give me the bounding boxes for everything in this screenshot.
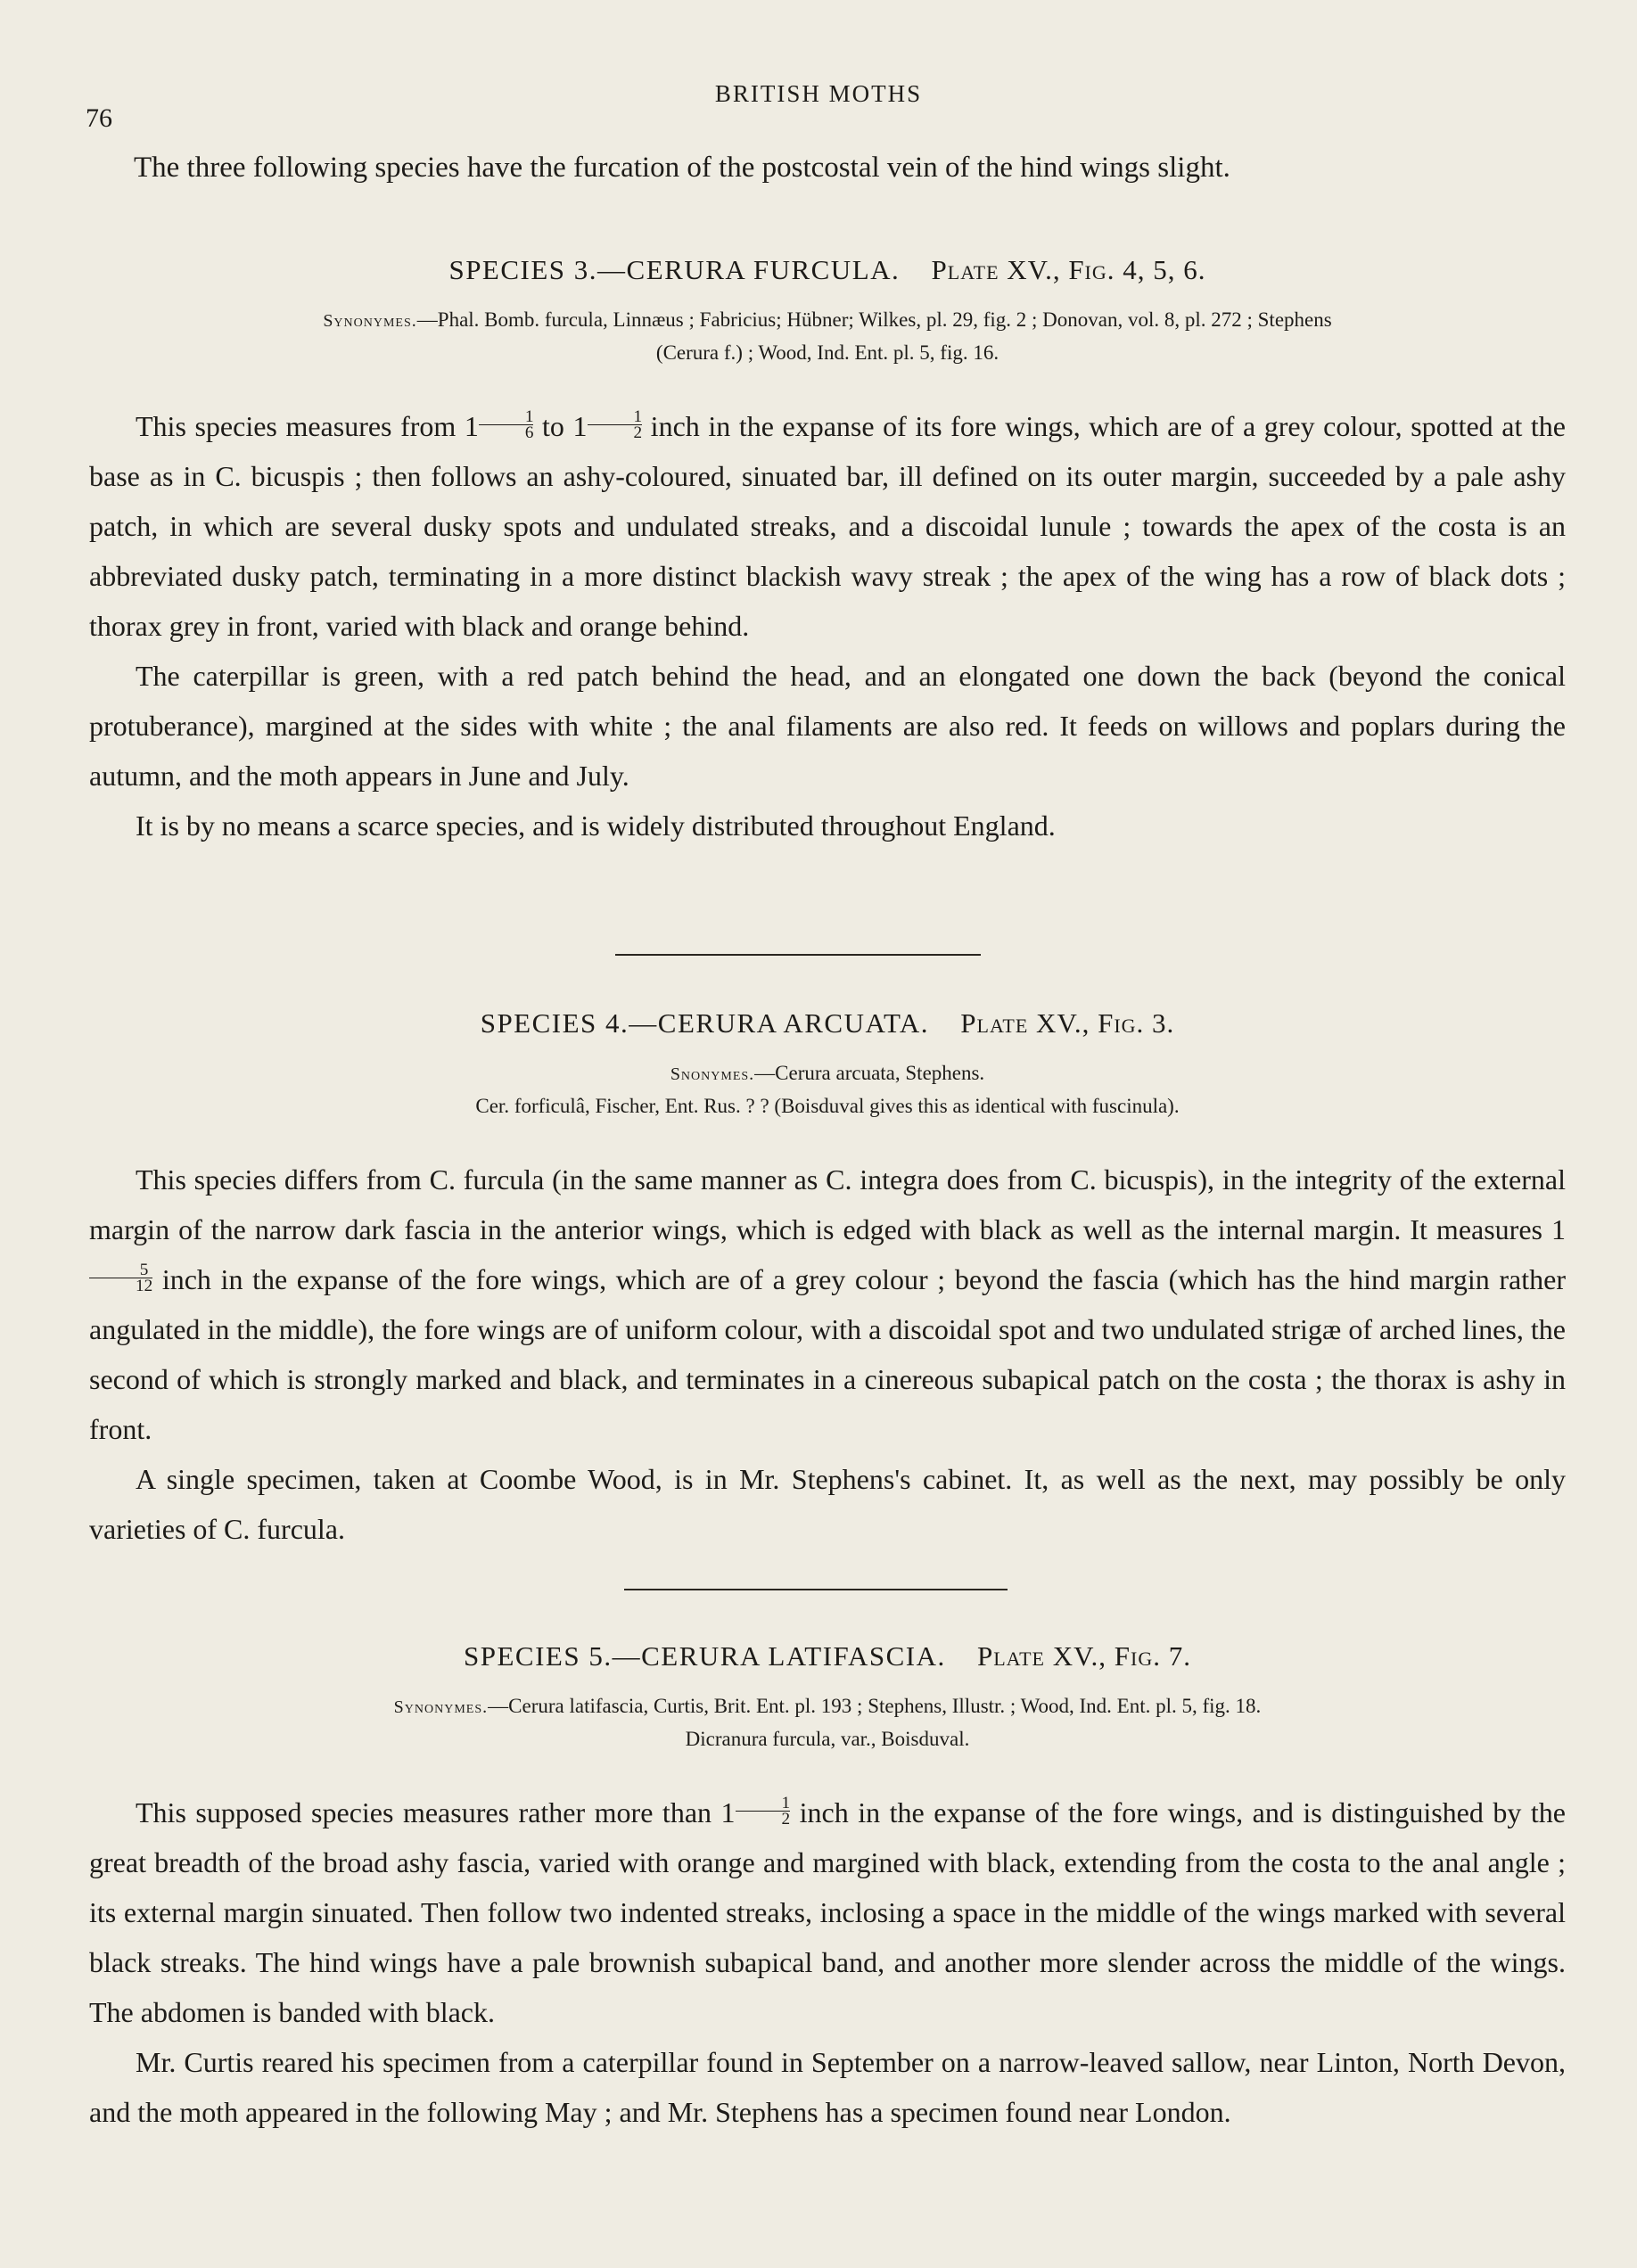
synonyms-text: —Cerura latifascia, Curtis, Brit. Ent. pl. 193 ; Stephens, Illustr. ; Wood, Ind. Ent. pl. 5, fig. 18.: [488, 1695, 1262, 1717]
paragraph: [89, 1787, 1566, 2037]
species-3-heading: [89, 254, 1566, 286]
fraction-numerator: 1: [588, 409, 643, 425]
species-3-synonyms: [89, 304, 1566, 369]
species-5-synonyms: [89, 1690, 1566, 1755]
paragraph: [89, 1155, 1566, 1454]
section-divider: [615, 954, 981, 956]
text-run: This species measures from 1: [136, 410, 479, 442]
species-5-description: [89, 1787, 1566, 2137]
species-3-plate-ref: Plate XV., Fig. 4, 5, 6.: [931, 254, 1206, 285]
species-4-heading: [89, 1007, 1566, 1040]
text-run: inch in the expanse of the fore wings, which are of a grey colour ; beyond the fascia (which has the hind margin rather angulated in the middle), the fore wings are of uniform colour, with a discoidal spot and two undulated strigæ of arched lines, the second of which is strongly marked and black, and terminates in a cinereous subapical patch on the costa ; the thorax is ashy in front.: [89, 1263, 1566, 1445]
text-run: This species differs from C. furcula (in the same manner as C. integra does from C. bicuspis), in the integrity of the external margin of the narrow dark fascia in the anterior wings, which is edged with black as well as the internal margin. It measures 1: [89, 1163, 1566, 1245]
fraction: [588, 409, 643, 441]
paragraph: The caterpillar is green, with a red patch behind the head, and an elongated one down the back (beyond the conical protuberance), margined at the sides with white ; the anal filaments are also red. It feeds on willows and poplars during the autumn, and the moth appears in June and July.: [89, 660, 1566, 792]
species-3-section: [89, 254, 1566, 850]
fraction: [89, 1262, 152, 1294]
synonyms-label: Snonymes.: [670, 1064, 755, 1084]
synonyms-text: —Cerura arcuata, Stephens.: [754, 1062, 985, 1084]
text-run: inch in the expanse of the fore wings, and is distinguished by the great breadth of the broad ashy fascia, varied with orange and margined with black, extending from the costa to the anal angle ; its external margin sinuated. Then follow two indented streaks, inclosing a space in the middle of the wings marked with several black streaks. The hind wings have a pale brownish subapical band, and another more slender across the middle of the wings. The abdomen is banded with black.: [89, 1796, 1566, 2028]
species-4-synonyms-line-2: Cer. forficulâ, Fischer, Ent. Rus. ? ? (Boisduval gives this as identical with fuscinula).: [475, 1095, 1180, 1117]
species-4-title: SPECIES 4.—CERURA ARCUATA.: [480, 1007, 930, 1039]
text-run: inch in the expanse of its fore wings, which are of a grey colour, spotted at the base as in C. bicuspis ; then follows an ashy-coloured, sinuated bar, ill defined on its outer margin, succeeded by a pale ashy patch, in which are several dusky spots and undulated streaks, and a discoidal lunule ; towards the apex of the costa is an abbreviated dusky patch, terminating in a more distinct blackish wavy streak ; the apex of the wing has a row of black dots ; thorax grey in front, varied with black and orange behind.: [89, 410, 1567, 642]
fraction-denominator: 2: [781, 1810, 791, 1829]
species-4-description: [89, 1155, 1566, 1554]
species-5-heading: [89, 1640, 1566, 1672]
synonyms-label: Synonymes.: [393, 1697, 489, 1717]
running-head: BRITISH MOTHS: [714, 80, 923, 107]
species-5-plate-ref: Plate XV., Fig. 7.: [976, 1640, 1191, 1672]
paragraph: A single specimen, taken at Coombe Wood, is in Mr. Stephens's cabinet. It, as well as the next, may possibly be only varieties of C. furcula.: [89, 1463, 1566, 1545]
fraction-denominator: 12: [136, 1277, 153, 1296]
fraction-denominator: 2: [633, 423, 643, 443]
species-4-plate-ref: Plate XV., Fig. 3.: [960, 1007, 1175, 1039]
text-run: to 1: [533, 410, 588, 442]
species-5-synonyms-line-2: Dicranura furcula, var., Boisduval.: [685, 1728, 970, 1750]
fraction: [479, 409, 534, 441]
paragraph: Mr. Curtis reared his specimen from a caterpillar found in September on a narrow-leaved sallow, near Linton, North Devon, and the moth appeared in the following May ; and Mr. Stephens has a specimen found near London.: [89, 2046, 1566, 2128]
fraction-denominator: 6: [524, 423, 534, 443]
species-3-synonyms-line-1: [89, 304, 1566, 337]
species-3-synonyms-line-2: (Cerura f.) ; Wood, Ind. Ent. pl. 5, fig. 16.: [655, 341, 999, 364]
species-5-section: [89, 1640, 1566, 2137]
fraction: [736, 1796, 791, 1828]
section-divider: [624, 1589, 1008, 1590]
synonyms-label: Synonymes.: [323, 311, 417, 331]
species-5-title: SPECIES 5.—CERURA LATIFASCIA.: [464, 1640, 946, 1672]
intro-sentence: The three following species have the furcation of the postcostal vein of the hind wings slight.: [134, 152, 1230, 184]
paragraph: [89, 401, 1566, 651]
species-4-section: [89, 1007, 1566, 1554]
fraction-numerator: 1: [479, 409, 534, 425]
paragraph: It is by no means a scarce species, and is widely distributed throughout England.: [136, 809, 1056, 842]
text-run: This supposed species measures rather more than 1: [136, 1796, 736, 1828]
fraction-numerator: 5: [89, 1262, 152, 1278]
species-3-description: [89, 401, 1566, 850]
species-5-synonyms-line-1: [89, 1690, 1566, 1723]
page-number: 76: [86, 103, 112, 133]
species-4-synonyms: [89, 1057, 1566, 1122]
species-4-synonyms-line-1: [89, 1057, 1566, 1090]
fraction-numerator: 1: [736, 1796, 791, 1812]
species-3-title: SPECIES 3.—CERURA FURCULA.: [448, 254, 901, 285]
synonyms-text: —Phal. Bomb. furcula, Linnæus ; Fabricius; Hübner; Wilkes, pl. 29, fig. 2 ; Donovan, vol. 8, pl. 272 ; Stephens: [416, 308, 1332, 331]
